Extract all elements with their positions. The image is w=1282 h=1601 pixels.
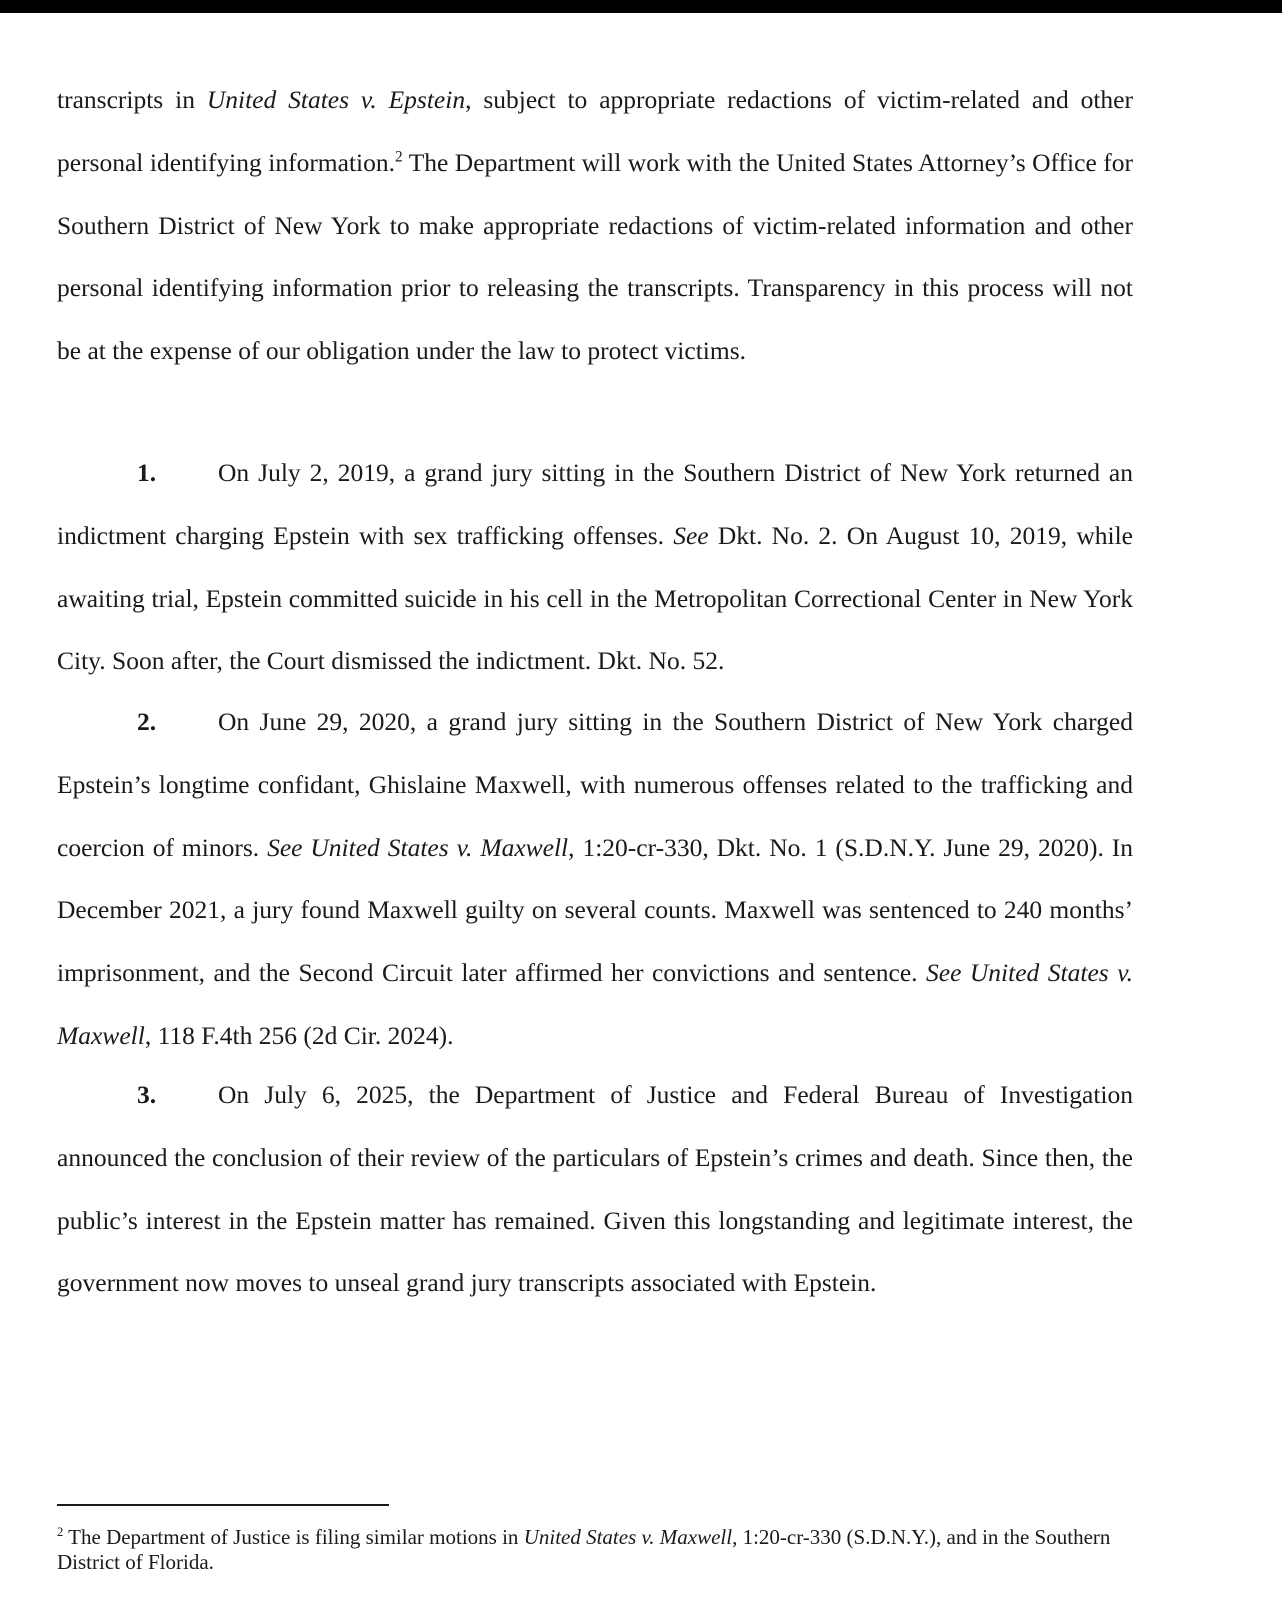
top-black-bar <box>0 0 1282 13</box>
text: On July 2, 2019, a grand jury sitting in the Southern District of New York returned an indictment charging Epstein with sex trafficking offenses. <box>57 458 1133 550</box>
footnote-reference[interactable]: 2 <box>395 148 403 166</box>
paragraph-2 <box>57 691 1133 1068</box>
text: , 1:20-cr-330, Dkt. No. 1 (S.D.N.Y. June 29, 2020). In December 2021, a jury found Maxwell guilty on several counts. Maxwell was sentenced to 240 months’ imprisonment, and the Second Circuit later affirmed her convictions and sentence. <box>57 832 1134 988</box>
footnote-2 <box>57 1525 1133 1575</box>
case-citation: United States v. Epstein <box>206 85 466 114</box>
paragraph-number: 1. <box>137 458 157 487</box>
signal-word: See <box>673 520 709 550</box>
paragraph-number: 3. <box>137 1080 157 1109</box>
paragraph-1 <box>57 442 1133 693</box>
text: Dkt. No. 2. On August 10, 2019, while awaiting trial, Epstein committed suicide in his cell in the Metropolitan Correctional Center in New York City. Soon after, the Court dismissed the indictment. Dkt. No. 52. <box>57 520 1134 676</box>
text: On July 6, 2025, the Department of Justice and Federal Bureau of Investigation announced the conclusion of their review of the particulars of Epstein’s crimes and death. Since then, the public’s interest in the Epstein matter has remained. Given this longstanding and legitimate interest, the government now moves to unseal grand jury transcripts associated with Epstein. <box>57 1080 1133 1298</box>
text: , subject to appropriate redactions of victim-related and other personal identifying information. <box>57 85 1133 177</box>
text: The Department of Justice is filing similar motions in <box>63 1525 524 1549</box>
footnote-number: 2 <box>57 1525 64 1539</box>
document-page <box>0 13 1282 1601</box>
text: On June 29, 2020, a grand jury sitting in the Southern District of New York charged Epstein’s longtime confidant, Ghislaine Maxwell, with numerous offenses related to the trafficking and coercion of minors. <box>57 707 1133 862</box>
text: , 1:20-cr-330 (S.D.N.Y.), and in the Southern District of Florida. <box>57 1525 1111 1574</box>
paragraph-intro <box>57 69 1133 383</box>
text: , 118 F.4th 256 (2d Cir. 2024). <box>144 1020 454 1050</box>
case-citation: See United States v. Maxwell <box>57 958 1133 1050</box>
footnote-separator <box>57 1504 389 1506</box>
case-citation: United States v. Maxwell <box>523 1525 733 1549</box>
text: transcripts in <box>57 85 207 114</box>
text: The Department will work with the United States Attorney’s Office for Southern District of New York to make appropriate redactions of victim-related information and other personal identifying information prior to releasing the transcripts. Transparency in this process will not be at the expense of our obligation under the law to protect victims. <box>57 147 1133 366</box>
case-citation: See United States v. Maxwell <box>267 832 569 862</box>
paragraph-number: 2. <box>137 707 157 736</box>
paragraph-3 <box>57 1064 1133 1315</box>
